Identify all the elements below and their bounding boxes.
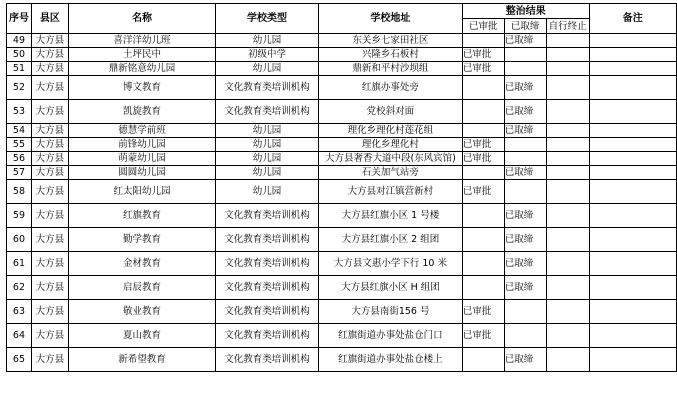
cell-banned: 已取缔 (504, 228, 546, 252)
cell-address: 大方县南街156 号 (318, 300, 462, 324)
cell-approved: 已审批 (462, 138, 504, 152)
cell-address: 大方县红旗小区 1 号楼 (318, 204, 462, 228)
cell-approved (462, 166, 504, 180)
cell-county: 大方县 (31, 324, 68, 348)
cell-name: 敬业教育 (68, 300, 215, 324)
cell-seq: 50 (7, 48, 32, 62)
cell-county: 大方县 (31, 34, 68, 48)
cell-county: 大方县 (31, 124, 68, 138)
cell-type: 幼儿园 (216, 152, 319, 166)
cell-self-stop (546, 100, 589, 124)
cell-type: 文化教育类培训机构 (216, 324, 319, 348)
cell-approved: 已审批 (462, 62, 504, 76)
cell-type: 文化教育类培训机构 (216, 204, 319, 228)
cell-name: 夏山教育 (68, 324, 215, 348)
cell-county: 大方县 (31, 62, 68, 76)
cell-self-stop (546, 152, 589, 166)
cell-banned: 已取缔 (504, 76, 546, 100)
cell-type: 文化教育类培训机构 (216, 252, 319, 276)
cell-approved: 已审批 (462, 180, 504, 204)
cell-seq: 51 (7, 62, 32, 76)
cell-approved (462, 252, 504, 276)
cell-remark (589, 48, 676, 62)
cell-name: 启辰教育 (68, 276, 215, 300)
cell-address: 东关乡七家田社区 (318, 34, 462, 48)
cell-approved: 已审批 (462, 48, 504, 62)
cell-county: 大方县 (31, 276, 68, 300)
cell-remark (589, 76, 676, 100)
cell-approved (462, 100, 504, 124)
header-result: 整治结果 (462, 4, 589, 19)
cell-type: 初级中学 (216, 48, 319, 62)
cell-remark (589, 348, 676, 372)
cell-seq: 59 (7, 204, 32, 228)
cell-banned: 已取缔 (504, 348, 546, 372)
cell-type: 幼儿园 (216, 138, 319, 152)
cell-self-stop (546, 166, 589, 180)
cell-remark (589, 324, 676, 348)
cell-address: 红旗街道办事处盐仓门口 (318, 324, 462, 348)
cell-self-stop (546, 76, 589, 100)
header-name: 名称 (68, 4, 215, 34)
cell-approved (462, 204, 504, 228)
cell-seq: 53 (7, 100, 32, 124)
header-approved: 已审批 (462, 19, 504, 34)
cell-name: 凯旋教育 (68, 100, 215, 124)
cell-county: 大方县 (31, 152, 68, 166)
header-address: 学校地址 (318, 4, 462, 34)
cell-self-stop (546, 348, 589, 372)
cell-approved: 已审批 (462, 300, 504, 324)
cell-type: 幼儿园 (216, 166, 319, 180)
school-rectification-table (6, 3, 677, 372)
cell-county: 大方县 (31, 204, 68, 228)
table-row (7, 228, 677, 252)
cell-remark (589, 62, 676, 76)
cell-seq: 49 (7, 34, 32, 48)
cell-remark (589, 252, 676, 276)
cell-address: 石关加气站旁 (318, 166, 462, 180)
cell-county: 大方县 (31, 300, 68, 324)
table-row (7, 300, 677, 324)
table-row (7, 48, 677, 62)
cell-self-stop (546, 276, 589, 300)
table-row (7, 62, 677, 76)
cell-self-stop (546, 300, 589, 324)
cell-approved: 已审批 (462, 152, 504, 166)
cell-remark (589, 300, 676, 324)
cell-county: 大方县 (31, 228, 68, 252)
cell-remark (589, 166, 676, 180)
cell-name: 鼎新铭意幼儿园 (68, 62, 215, 76)
cell-type: 幼儿园 (216, 124, 319, 138)
cell-type: 文化教育类培训机构 (216, 100, 319, 124)
cell-seq: 64 (7, 324, 32, 348)
cell-remark (589, 138, 676, 152)
cell-county: 大方县 (31, 252, 68, 276)
table-row (7, 180, 677, 204)
cell-seq: 62 (7, 276, 32, 300)
cell-banned (504, 138, 546, 152)
table-row (7, 252, 677, 276)
cell-county: 大方县 (31, 166, 68, 180)
cell-seq: 58 (7, 180, 32, 204)
header-type: 学校类型 (216, 4, 319, 34)
cell-county: 大方县 (31, 138, 68, 152)
table-row (7, 124, 677, 138)
cell-self-stop (546, 204, 589, 228)
cell-name: 土坪民中 (68, 48, 215, 62)
cell-county: 大方县 (31, 48, 68, 62)
table-row (7, 100, 677, 124)
cell-type: 文化教育类培训机构 (216, 276, 319, 300)
cell-banned (504, 300, 546, 324)
cell-remark (589, 100, 676, 124)
cell-name: 新希望教育 (68, 348, 215, 372)
cell-self-stop (546, 124, 589, 138)
cell-address: 党校斜对面 (318, 100, 462, 124)
cell-seq: 56 (7, 152, 32, 166)
cell-type: 文化教育类培训机构 (216, 76, 319, 100)
cell-approved: 已审批 (462, 324, 504, 348)
cell-self-stop (546, 48, 589, 62)
table-row (7, 166, 677, 180)
cell-address: 鼎新和平村沙坝组 (318, 62, 462, 76)
cell-address: 大方县红旗小区 2 组团 (318, 228, 462, 252)
cell-county: 大方县 (31, 348, 68, 372)
cell-remark (589, 180, 676, 204)
cell-banned: 已取缔 (504, 204, 546, 228)
cell-banned: 已取缔 (504, 276, 546, 300)
cell-name: 喜洋洋幼儿班 (68, 34, 215, 48)
header-seq: 序号 (7, 4, 32, 34)
cell-approved (462, 348, 504, 372)
cell-remark (589, 228, 676, 252)
cell-type: 文化教育类培训机构 (216, 228, 319, 252)
cell-type: 文化教育类培训机构 (216, 348, 319, 372)
cell-seq: 54 (7, 124, 32, 138)
cell-name: 前锋幼儿园 (68, 138, 215, 152)
cell-banned: 已取缔 (504, 100, 546, 124)
table-row (7, 348, 677, 372)
cell-seq: 63 (7, 300, 32, 324)
cell-self-stop (546, 252, 589, 276)
cell-banned (504, 152, 546, 166)
cell-approved (462, 124, 504, 138)
cell-self-stop (546, 180, 589, 204)
cell-address: 大方县文惠小学下行 10 米 (318, 252, 462, 276)
cell-banned: 已取缔 (504, 252, 546, 276)
cell-address: 红旗街道办事处盐仓楼上 (318, 348, 462, 372)
header-county: 县区 (31, 4, 68, 34)
header-self-stop: 自行终止 (546, 19, 589, 34)
cell-self-stop (546, 34, 589, 48)
cell-county: 大方县 (31, 180, 68, 204)
cell-self-stop (546, 228, 589, 252)
cell-type: 文化教育类培训机构 (216, 300, 319, 324)
table-row (7, 276, 677, 300)
cell-remark (589, 204, 676, 228)
table-row (7, 76, 677, 100)
cell-type: 幼儿园 (216, 180, 319, 204)
cell-address: 大方县对江镇营新村 (318, 180, 462, 204)
cell-remark (589, 276, 676, 300)
cell-banned: 已取缔 (504, 166, 546, 180)
cell-name: 圆圆幼儿园 (68, 166, 215, 180)
table-body (7, 34, 677, 372)
cell-approved (462, 76, 504, 100)
cell-name: 博文教育 (68, 76, 215, 100)
table-row (7, 34, 677, 48)
cell-name: 萌蒙幼儿园 (68, 152, 215, 166)
cell-address: 理化乡理化村 (318, 138, 462, 152)
cell-self-stop (546, 138, 589, 152)
cell-address: 理化乡理化村莲花组 (318, 124, 462, 138)
cell-seq: 55 (7, 138, 32, 152)
cell-address: 大方县红旗小区 H 组团 (318, 276, 462, 300)
cell-self-stop (546, 324, 589, 348)
table-row (7, 152, 677, 166)
cell-name: 红旗教育 (68, 204, 215, 228)
cell-remark (589, 152, 676, 166)
cell-seq: 60 (7, 228, 32, 252)
cell-approved (462, 228, 504, 252)
cell-address: 大方县奢香大道中段(东风宾馆) (318, 152, 462, 166)
cell-seq: 52 (7, 76, 32, 100)
cell-banned: 已取缔 (504, 124, 546, 138)
table-row (7, 204, 677, 228)
cell-self-stop (546, 62, 589, 76)
header-banned: 已取缔 (504, 19, 546, 34)
cell-name: 金材教育 (68, 252, 215, 276)
header-row (7, 4, 677, 19)
cell-remark (589, 34, 676, 48)
table-row (7, 138, 677, 152)
cell-address: 兴隆乡石板村 (318, 48, 462, 62)
cell-banned (504, 180, 546, 204)
cell-seq: 61 (7, 252, 32, 276)
cell-banned (504, 48, 546, 62)
cell-banned: 已取缔 (504, 34, 546, 48)
cell-name: 红太阳幼儿园 (68, 180, 215, 204)
cell-type: 幼儿园 (216, 34, 319, 48)
cell-seq: 65 (7, 348, 32, 372)
table-row (7, 324, 677, 348)
header-remark: 备注 (589, 4, 676, 34)
cell-name: 德慧学前班 (68, 124, 215, 138)
cell-seq: 57 (7, 166, 32, 180)
cell-type: 幼儿园 (216, 62, 319, 76)
cell-county: 大方县 (31, 100, 68, 124)
cell-banned (504, 324, 546, 348)
cell-approved (462, 276, 504, 300)
cell-approved (462, 34, 504, 48)
cell-county: 大方县 (31, 76, 68, 100)
cell-address: 红旗办事处旁 (318, 76, 462, 100)
cell-banned (504, 62, 546, 76)
cell-remark (589, 124, 676, 138)
cell-name: 勤学教育 (68, 228, 215, 252)
